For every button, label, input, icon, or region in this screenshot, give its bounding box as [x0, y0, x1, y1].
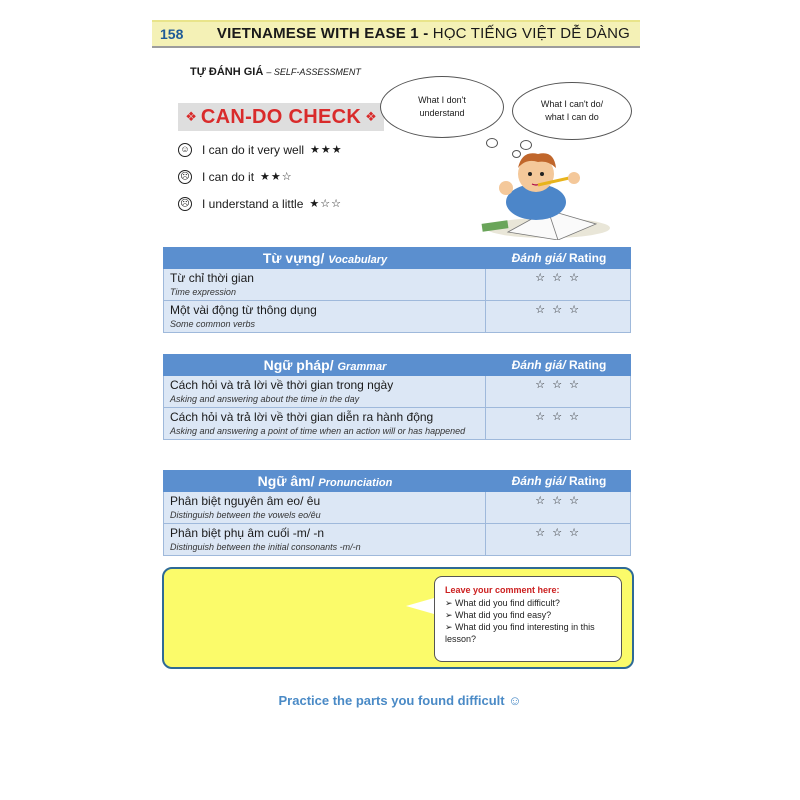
grammar-table — [163, 354, 631, 440]
row-text-vi: Một vài động từ thông dụng — [170, 303, 317, 317]
header-divider — [152, 46, 640, 48]
smiley-face-icon: ☺ — [178, 143, 192, 157]
diamond-icon: ❖ — [185, 109, 197, 124]
row-rating-stars[interactable]: ☆ ☆ ☆ — [535, 304, 581, 316]
neutral-face-icon: ☹ — [178, 170, 192, 184]
thought-cloud-can-do — [512, 82, 632, 140]
table-row — [163, 492, 631, 524]
rating-header-en: Rating — [569, 358, 607, 372]
row-topic — [164, 408, 486, 439]
self-assessment-title-vi: TỰ ĐÁNH GIÁ — [190, 66, 264, 78]
row-topic — [164, 492, 486, 523]
header-title-bold: VIETNAMESE WITH EASE 1 - — [216, 25, 429, 42]
table-header-topic — [163, 247, 487, 269]
row-rating-stars[interactable]: ☆ ☆ ☆ — [535, 495, 581, 507]
comment-question: ➢ What did you find easy? — [445, 609, 611, 621]
row-text-en: Some common verbs — [170, 319, 256, 329]
diamond-icon: ❖ — [365, 109, 377, 124]
legend-text: I can do it — [202, 169, 255, 184]
table-header-rating — [487, 354, 631, 376]
table-header-en: Grammar — [337, 361, 387, 373]
table-header — [163, 470, 631, 492]
table-header-vi: Ngữ âm/ — [257, 473, 315, 489]
can-do-check-label: CAN-DO CHECK — [200, 105, 362, 128]
rating-header-vi: Đánh giá/ — [511, 251, 566, 265]
table-header-topic — [163, 470, 487, 492]
table-row — [163, 408, 631, 440]
row-text-en: Time expression — [170, 287, 236, 297]
rating-header-vi: Đánh giá/ — [511, 358, 566, 372]
comment-question: ➢ What did you find difficult? — [445, 597, 611, 609]
table-header-rating — [487, 470, 631, 492]
row-text-vi: Cách hỏi và trả lời về thời gian trong ngày — [170, 378, 394, 392]
row-topic — [164, 524, 486, 555]
legend-stars: ★★☆ — [260, 171, 293, 183]
row-rating-stars[interactable]: ☆ ☆ ☆ — [535, 379, 581, 391]
table-row — [163, 269, 631, 301]
rating-header-en: Rating — [569, 251, 607, 265]
table-header-vi: Ngữ pháp/ — [263, 357, 334, 373]
row-rating-stars[interactable]: ☆ ☆ ☆ — [535, 527, 581, 539]
table-header-rating — [487, 247, 631, 269]
legend-item — [178, 190, 343, 217]
rating-legend — [178, 136, 343, 217]
can-do-check-banner — [178, 103, 384, 131]
row-text-en: Asking and answering about the time in the day — [170, 394, 360, 404]
legend-text: I understand a little — [202, 196, 304, 211]
speech-bubble-tail — [406, 598, 434, 614]
studying-boy-illustration — [478, 140, 618, 240]
row-text-vi: Phân biệt nguyên âm eo/ êu — [170, 494, 321, 508]
sad-face-icon: ☹ — [178, 197, 192, 211]
row-text-en: Distinguish between the vowels eo/êu — [170, 510, 321, 520]
table-header — [163, 247, 631, 269]
legend-item — [178, 136, 343, 163]
table-row — [163, 524, 631, 556]
row-text-vi: Phân biệt phụ âm cuối -m/ -n — [170, 526, 325, 540]
comment-question: ➢ What did you find interesting in this lesson? — [445, 621, 611, 645]
table-row — [163, 301, 631, 333]
page-header — [152, 20, 640, 48]
table-header-en: Pronunciation — [318, 477, 393, 489]
comment-questions — [445, 597, 611, 645]
rating-header-en: Rating — [569, 474, 607, 488]
legend-item — [178, 163, 343, 190]
practice-footer-text: Practice the parts you found difficult ☺ — [278, 693, 522, 708]
row-text-vi: Cách hỏi và trả lời về thời gian diễn ra hành động — [170, 410, 434, 424]
table-header-topic — [163, 354, 487, 376]
row-text-en: Distinguish between the initial consonants -m/-n — [170, 542, 361, 552]
cloud-text: What I can't do/ what I can do — [540, 99, 604, 122]
table-header-vi: Từ vựng/ — [262, 250, 325, 266]
comment-title: Leave your comment here: — [445, 585, 560, 595]
cloud-text: What I don't understand — [418, 95, 466, 118]
legend-stars: ★☆☆ — [309, 198, 342, 210]
self-assessment-title — [190, 66, 361, 78]
page-number: 158 — [160, 26, 184, 42]
row-rating-stars[interactable]: ☆ ☆ ☆ — [535, 272, 581, 284]
table-row — [163, 376, 631, 408]
table-header — [163, 354, 631, 376]
header-title — [217, 25, 630, 42]
comment-prompt-bubble — [434, 576, 622, 662]
legend-text: I can do it very well — [202, 142, 305, 157]
row-text-en: Asking and answering a point of time when an action will or has happened — [170, 426, 466, 436]
row-topic — [164, 301, 486, 332]
row-topic — [164, 269, 486, 300]
rating-header-vi: Đánh giá/ — [511, 474, 566, 488]
row-topic — [164, 376, 486, 407]
header-title-normal: HỌC TIẾNG VIỆT DỄ DÀNG — [432, 25, 630, 42]
table-header-en: Vocabulary — [328, 254, 388, 266]
pronunciation-table — [163, 470, 631, 556]
vocabulary-table — [163, 247, 631, 333]
self-assessment-title-en: – SELF-ASSESSMENT — [266, 67, 361, 77]
row-text-vi: Từ chỉ thời gian — [170, 271, 254, 285]
row-rating-stars[interactable]: ☆ ☆ ☆ — [535, 411, 581, 423]
legend-stars: ★★★ — [310, 144, 343, 156]
thought-cloud-dont-understand — [380, 76, 504, 138]
